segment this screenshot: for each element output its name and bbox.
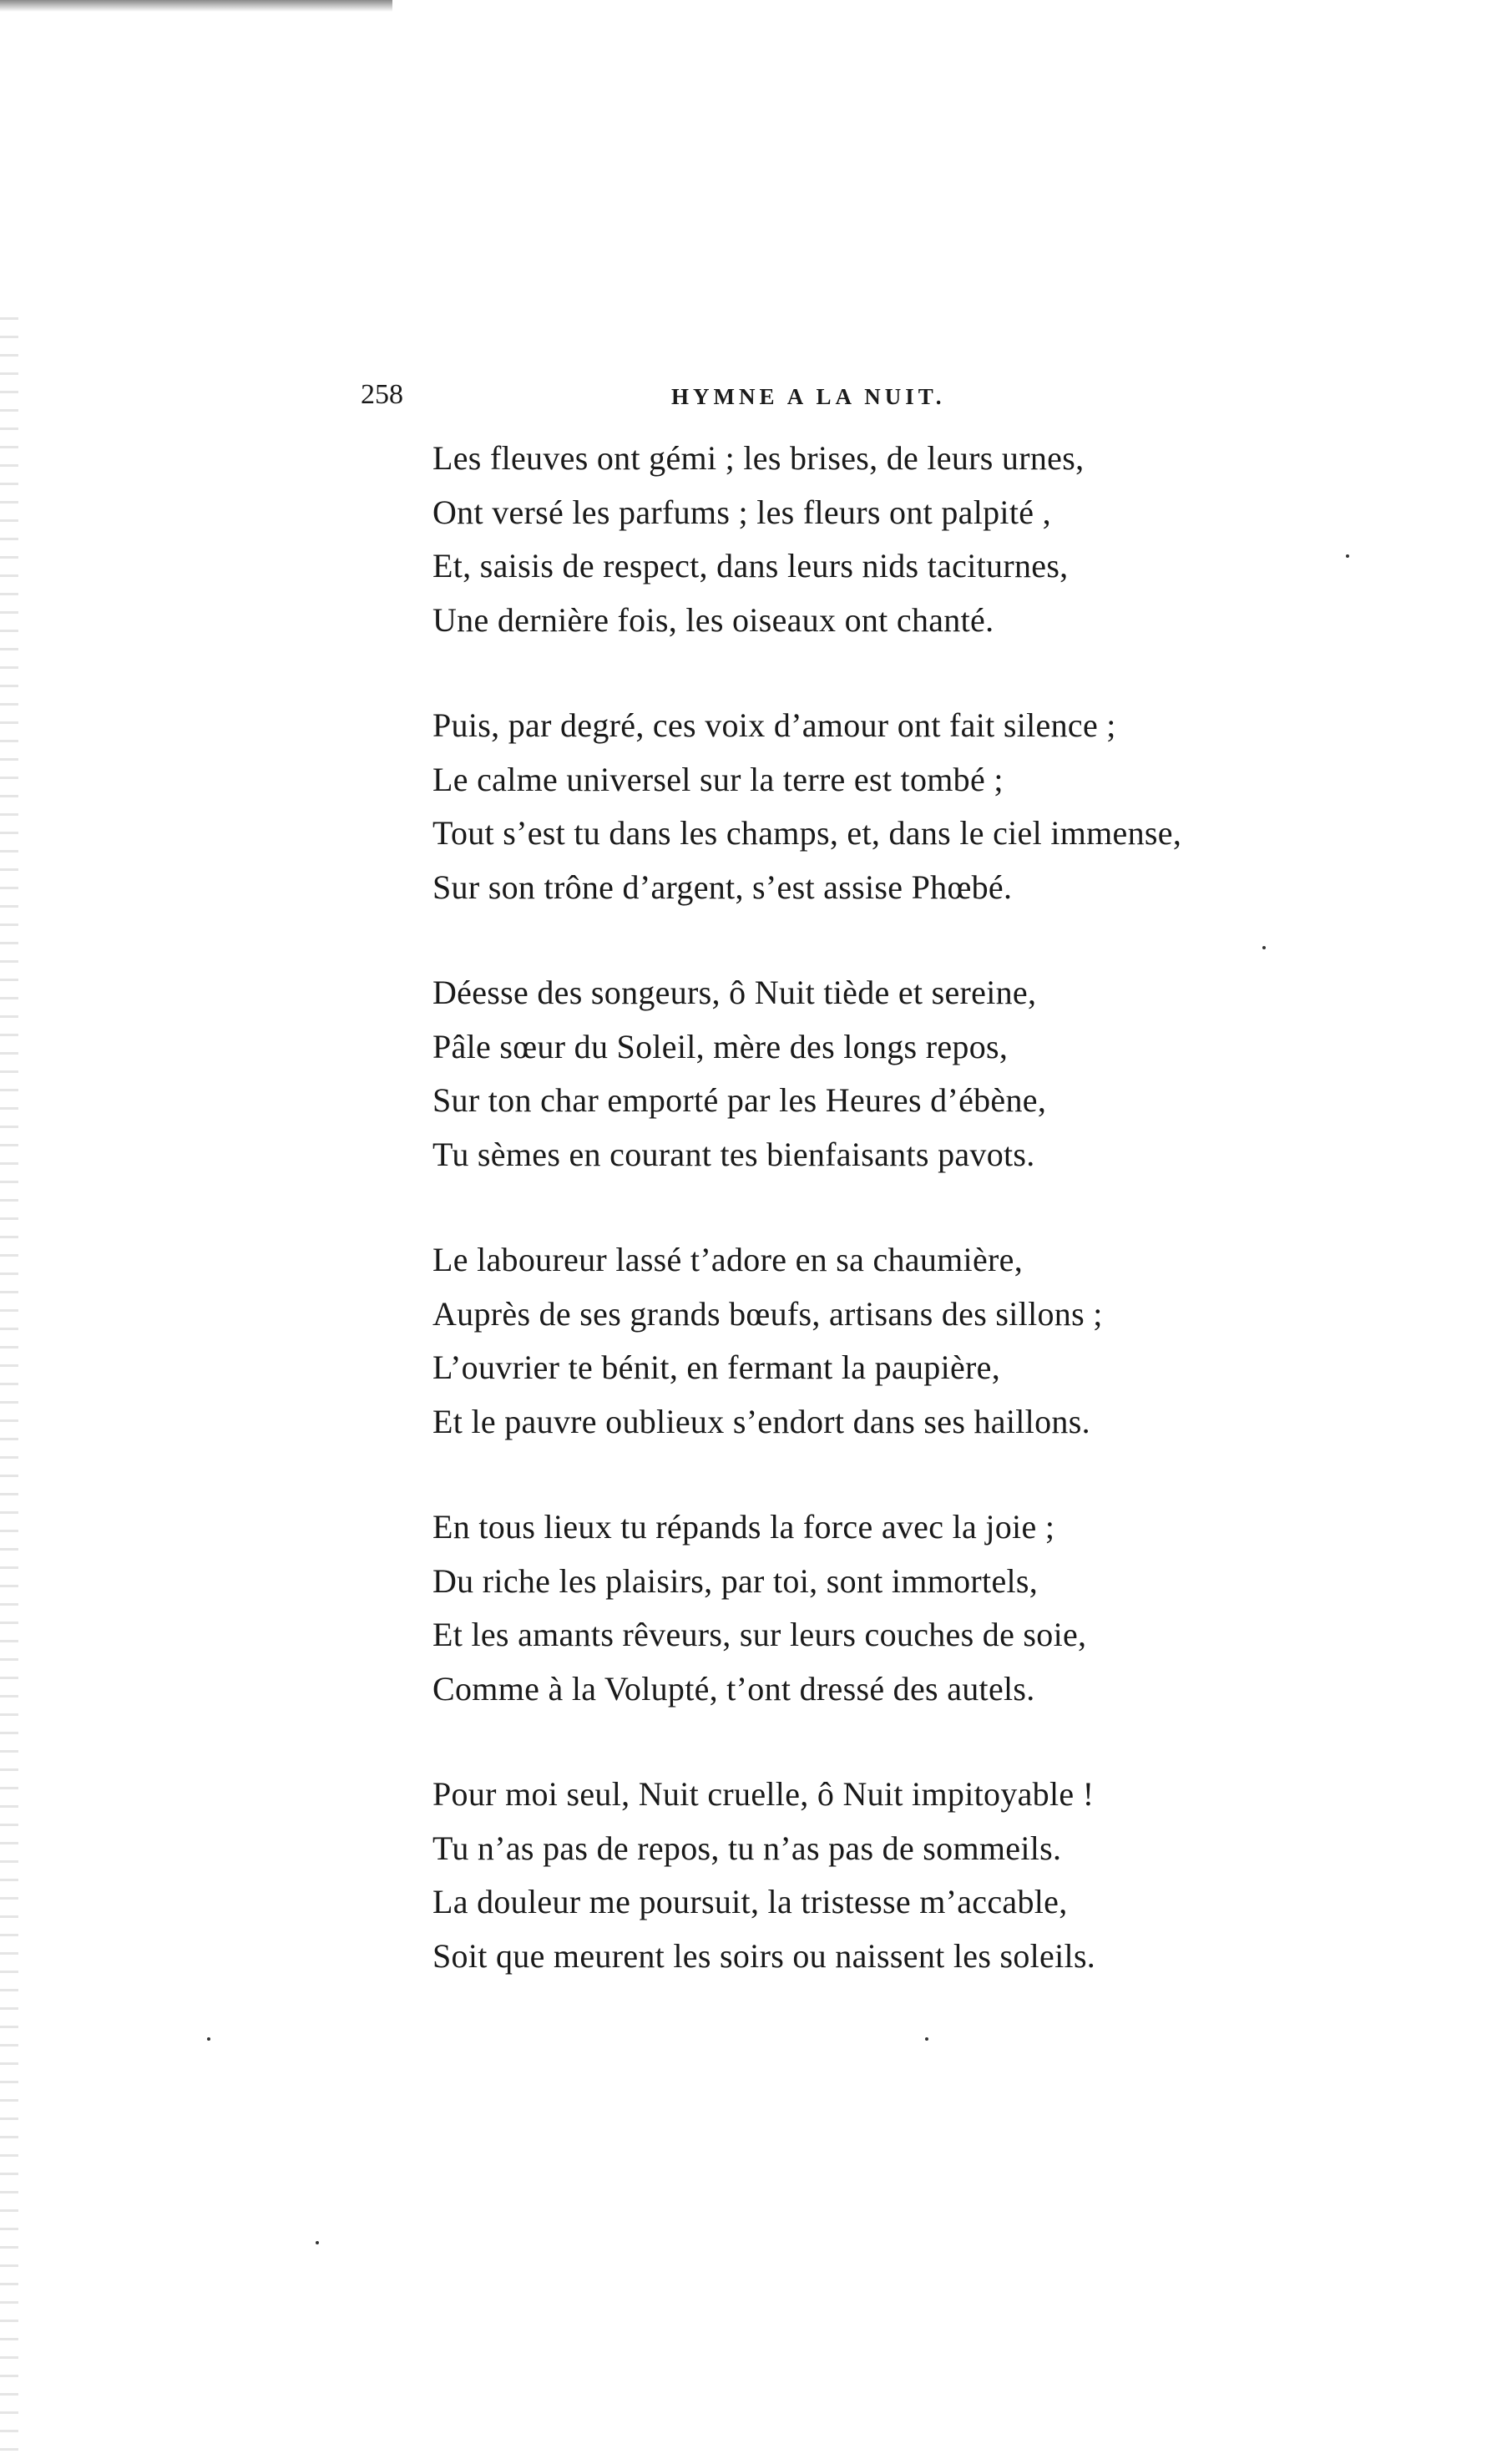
stanza	[432, 1500, 1401, 1716]
verse-line: L’ouvrier te bénit, en fermant la paupière,	[432, 1348, 1001, 1386]
stanza	[432, 432, 1401, 647]
verse-line: Tout s’est tu dans les champs, et, dans le ciel immense,	[432, 814, 1182, 852]
verse-line: La douleur me poursuit, la tristesse m’accable,	[432, 1883, 1068, 1920]
verse-line: Le calme universel sur la terre est tombé ;	[432, 760, 1004, 798]
stanza	[432, 966, 1401, 1181]
verse-line: Puis, par degré, ces voix d’amour ont fait silence ;	[432, 706, 1116, 744]
verse-line: Pour moi seul, Nuit cruelle, ô Nuit impitoyable !	[432, 1775, 1095, 1813]
page-number: 258	[361, 379, 403, 410]
verse-line: Et le pauvre oublieux s’endort dans ses haillons.	[432, 1402, 1090, 1440]
stanza	[432, 699, 1401, 914]
verse-line: Ont versé les parfums ; les fleurs ont palpité ,	[432, 493, 1051, 531]
stanza	[432, 1768, 1401, 1983]
poem	[432, 432, 1401, 2035]
paper-speck	[925, 2037, 928, 2041]
verse-line: Soit que meurent les soirs ou naissent les soleils.	[432, 1936, 1096, 1975]
verse-line: Pâle sœur du Soleil, mère des longs repos,	[432, 1027, 1009, 1065]
paper-speck	[207, 2037, 210, 2041]
verse-line: Une dernière fois, les oiseaux ont chanté.	[432, 600, 994, 639]
verse-line: En tous lieux tu répands la force avec la joie ;	[432, 1508, 1055, 1546]
running-title: HYMNE A LA NUIT.	[671, 384, 946, 409]
scan-edge-shadow	[0, 0, 392, 12]
paper-speck	[316, 2241, 319, 2244]
scan-binding-edge	[0, 317, 18, 2455]
verse-line: Tu sèmes en courant tes bienfaisants pavots.	[432, 1135, 1035, 1173]
verse-line: Et les amants rêveurs, sur leurs couches de soie,	[432, 1616, 1087, 1653]
verse-line: Le laboureur lassé t’adore en sa chaumière,	[432, 1241, 1024, 1278]
verse-line: Tu n’as pas de repos, tu n’as pas de sommeils.	[432, 1829, 1062, 1867]
verse-line: Sur son trône d’argent, s’est assise Phœbé.	[432, 868, 1013, 906]
verse-line: Sur ton char emporté par les Heures d’ébène,	[432, 1081, 1047, 1119]
stanza	[432, 1233, 1401, 1449]
verse-line: Auprès de ses grands bœufs, artisans des sillons ;	[432, 1294, 1103, 1333]
verse-line: Déesse des songeurs, ô Nuit tiède et sereine,	[432, 974, 1037, 1011]
verse-line: Comme à la Volupté, t’ont dressé des autels.	[432, 1669, 1035, 1708]
verse-line: Et, saisis de respect, dans leurs nids taciturnes,	[432, 547, 1069, 584]
running-head	[361, 374, 995, 416]
verse-line: Les fleuves ont gémi ; les brises, de leurs urnes,	[432, 439, 1085, 477]
verse-line: Du riche les plaisirs, par toi, sont immortels,	[432, 1561, 1039, 1600]
